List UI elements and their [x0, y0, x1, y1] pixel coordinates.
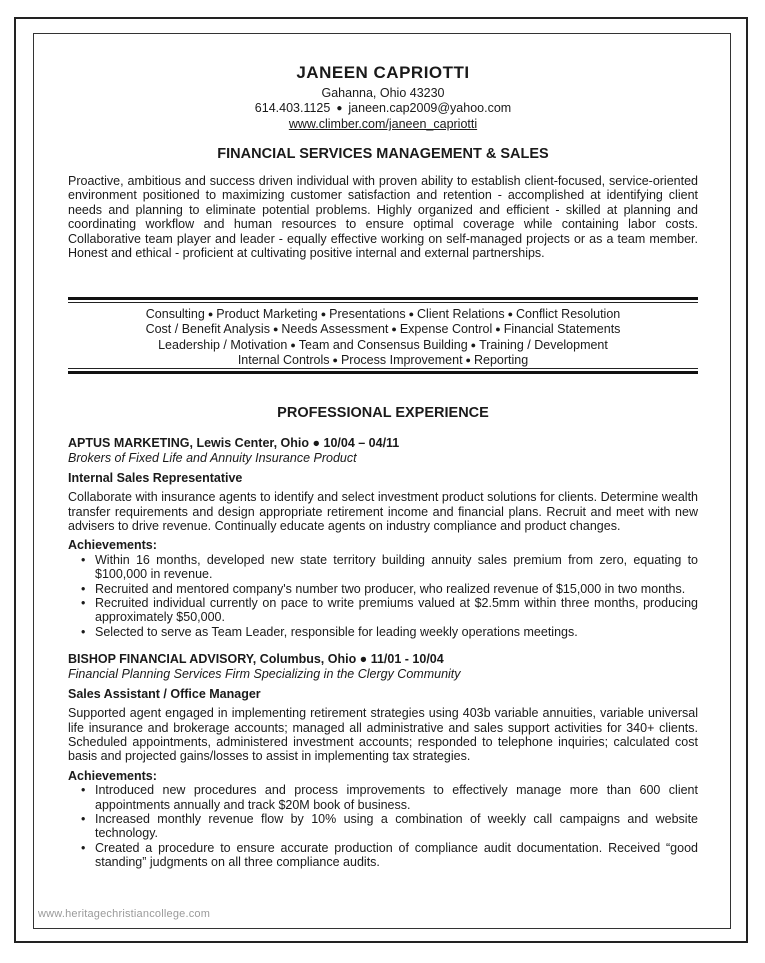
skill-separator: ● [408, 309, 415, 319]
job-entry [68, 652, 698, 870]
job-description: Brokers of Fixed Life and Annuity Insurance Product [68, 451, 357, 466]
skills-line [68, 307, 698, 322]
skill-item: Presentations [329, 307, 406, 321]
contact-line [68, 101, 698, 117]
skill-separator: ● [320, 309, 327, 319]
skill-item: Client Relations [417, 307, 505, 321]
skills-bottom-rule-thin [68, 368, 698, 369]
achievements-label: Achievements: [68, 538, 157, 553]
achievement-item: • Selected to serve as Team Leader, responsible for leading weekly operations meetings. [81, 624, 578, 639]
contact-separator: ● [336, 103, 343, 114]
skill-item: Consulting [145, 307, 205, 321]
achievements-list [68, 553, 698, 639]
job-body: Supported agent engaged in implementing retirement strategies using 403b variable annuities, variable universal life insurance and brokerage accounts; managed all administrative and sales support activities for 340+ clients. Scheduled appointments, administered investment accounts; responded to telephone inquiries; calculated cost basis and projected gains/losses to assist in implementing tax strategies. [68, 706, 698, 764]
skill-separator: ● [470, 339, 477, 350]
skill-separator: ● [495, 324, 501, 335]
skill-separator: ● [332, 355, 338, 366]
skills-line [68, 353, 698, 368]
job-role: Sales Assistant / Office Manager [68, 686, 261, 701]
headline: FINANCIAL SERVICES MANAGEMENT & SALES [217, 146, 549, 162]
achievement-item: • Within 16 months, developed new state territory building annuity sales premium from zero, equating to $100,000 in revenue. [81, 552, 698, 582]
skill-item: Reporting [473, 353, 529, 368]
candidate-name: JANEEN CAPRIOTTI [296, 63, 470, 82]
achievement-item: • Recruited and mentored company's number two producer, who realized revenue of $15,000 in two months. [81, 581, 686, 596]
achievements-label: Achievements: [68, 768, 157, 783]
skill-separator: ● [272, 324, 279, 335]
skills-bottom-rule [68, 371, 698, 374]
job-role: Internal Sales Representative [68, 470, 243, 485]
skills-block [68, 307, 698, 369]
skill-item: Internal Controls [237, 353, 330, 368]
skills-line [68, 322, 698, 337]
experience-title: PROFESSIONAL EXPERIENCE [277, 405, 489, 421]
job-header: BISHOP FINANCIAL ADVISORY, Columbus, Ohio ● 11/01 - 10/04 [68, 652, 444, 666]
website-line [68, 117, 698, 132]
summary: Proactive, ambitious and success driven individual with proven ability to establish client-focused, service-oriented environment positioned to maximizing customer satisfaction and retention - accomplished at identifying client needs and planning to eliminate potential problems. Highly organized and efficient - skilled at planning and coordinating workflow and human resources to ensure optimal coverage while containing labor costs. Collaborative team player and leader - equally effective working on self-managed projects or as a team member. Honest and ethical - proficient at cultivating positive internal and external partnerships. [68, 174, 698, 261]
achievement-item: • Created a procedure to ensure accurate production of compliance audit documentation. Received “good standing” judgments on all three compliance audits. [81, 840, 698, 870]
achievement-item: • Recruited individual currently on pace to write premiums valued at $2.5mm within three months, producing approximately $50,000. [81, 596, 698, 625]
skills-top-rule [68, 297, 698, 300]
location: Gahanna, Ohio 43230 [321, 86, 445, 100]
email[interactable]: janeen.cap2009@yahoo.com [348, 101, 512, 115]
skill-separator: ● [207, 309, 214, 319]
skill-separator: ● [465, 355, 471, 366]
job-body: Collaborate with insurance agents to identify and select investment product solutions for clients. Determine wealth transfer requirements and design appropriate retirement income and financial plans. Recruit and meet with new advisers to drive revenue. Continually educate agents on industry compliance and product changes. [68, 490, 698, 534]
skills-top-rule-thin [68, 302, 698, 303]
skill-item: Conflict Resolution [516, 307, 621, 321]
job-entry [68, 436, 698, 639]
skill-item: Needs Assessment [281, 322, 389, 337]
skill-separator: ● [507, 309, 514, 319]
skill-item: Expense Control [399, 322, 493, 337]
phone: 614.403.1125 [254, 101, 331, 115]
skill-item: Product Marketing [216, 307, 318, 321]
skill-item: Financial Statements [503, 322, 621, 337]
skill-item: Process Improvement [340, 353, 463, 368]
skill-separator: ● [391, 324, 397, 335]
skills-line [68, 338, 698, 353]
job-header: APTUS MARKETING, Lewis Center, Ohio ● 10/04 – 04/11 [68, 436, 400, 450]
skill-item: Training / Development [479, 337, 608, 352]
job-description: Financial Planning Services Firm Specializing in the Clergy Community [68, 667, 461, 682]
skill-item: Cost / Benefit Analysis [145, 322, 270, 337]
skill-item: Team and Consensus Building [298, 337, 468, 352]
achievement-item: • Increased monthly revenue flow by 10% using a combination of weekly call campaigns and website technology. [81, 812, 698, 841]
achievement-item: • Introduced new procedures and process improvements to effectively manage more than 600 client appointments annually and track $20M book of business. [81, 783, 698, 812]
website-link[interactable]: www.climber.com/janeen_capriotti [288, 117, 478, 131]
watermark: www.heritagechristiancollege.com [38, 908, 211, 920]
skill-item: Leadership / Motivation [158, 337, 288, 352]
skill-separator: ● [290, 339, 296, 350]
resume-content [68, 62, 698, 870]
achievements-list [68, 783, 698, 869]
